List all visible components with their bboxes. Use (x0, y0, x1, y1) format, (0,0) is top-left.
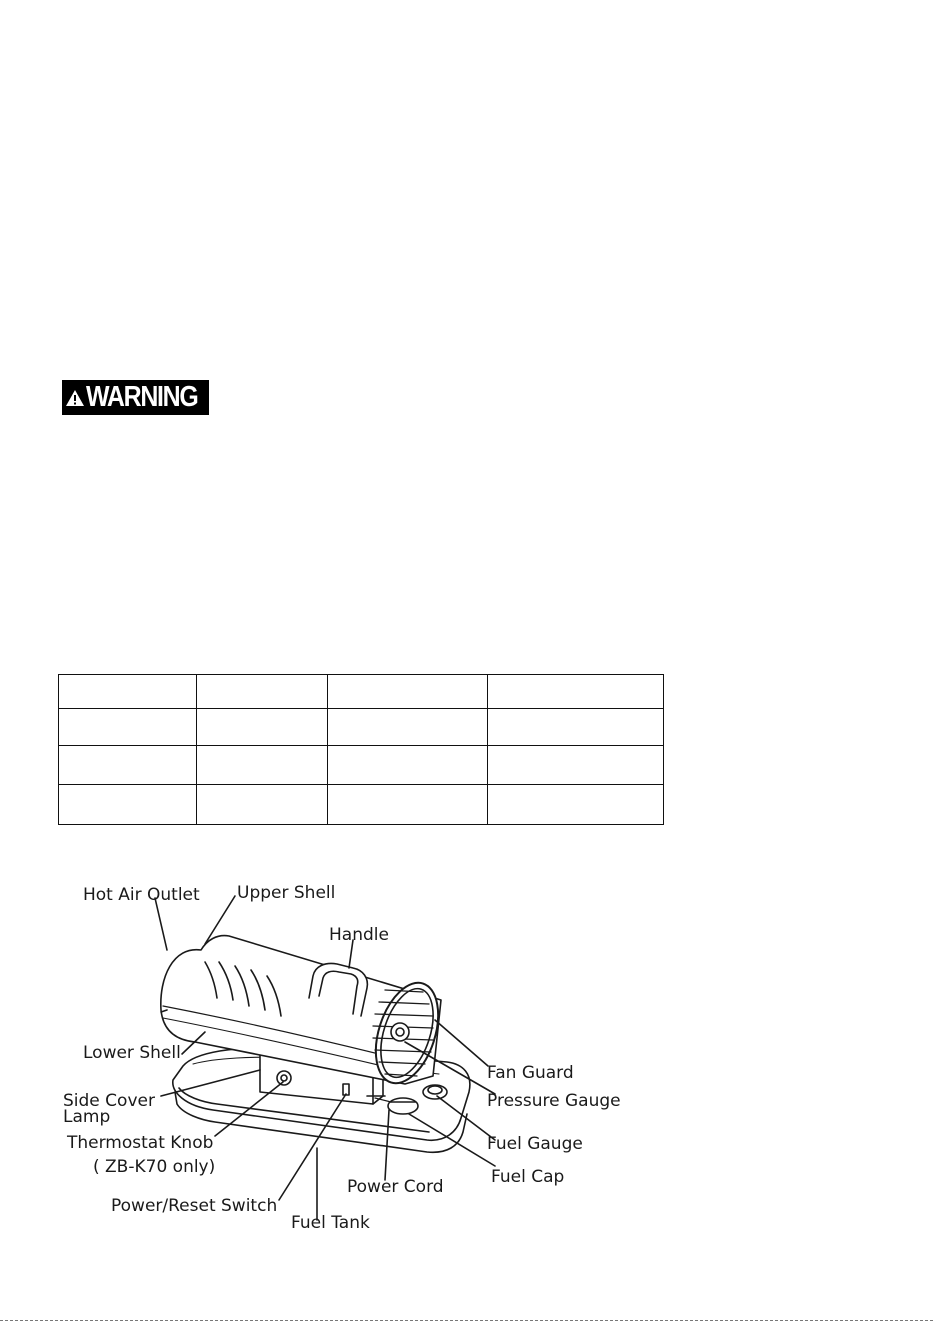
label-handle: Handle (329, 925, 389, 945)
spec-table (58, 674, 664, 825)
table-cell (59, 675, 197, 709)
label-fuel-cap: Fuel Cap (491, 1167, 565, 1187)
table-cell (488, 675, 664, 709)
table-cell (197, 785, 328, 825)
table-row (59, 709, 664, 746)
heater-illustration (55, 870, 655, 1240)
label-hot-air-outlet: Hot Air Outlet (83, 885, 200, 905)
table-cell (197, 709, 328, 746)
table-cell (488, 746, 664, 785)
table-cell (197, 675, 328, 709)
label-thermostat-knob: Thermostat Knob (67, 1133, 214, 1153)
label-fuel-tank: Fuel Tank (291, 1213, 370, 1233)
table-cell (328, 675, 488, 709)
warning-label: WARNING (86, 381, 198, 413)
label-fan-guard: Fan Guard (487, 1063, 574, 1083)
table-row (59, 785, 664, 825)
warning-badge (62, 380, 209, 415)
label-lower-shell: Lower Shell (83, 1043, 181, 1063)
table-cell (197, 746, 328, 785)
label-zb-k70-only: ( ZB-K70 only) (93, 1157, 216, 1177)
page-bottom-rule (0, 1320, 933, 1321)
label-lamp: Lamp (63, 1107, 111, 1127)
table-cell (59, 746, 197, 785)
label-power-cord: Power Cord (347, 1177, 444, 1197)
table-row (59, 746, 664, 785)
heater-diagram (55, 870, 655, 1240)
table-cell (59, 785, 197, 825)
table-row (59, 675, 664, 709)
table-cell (59, 709, 197, 746)
label-pressure-gauge: Pressure Gauge (487, 1091, 621, 1111)
label-power-reset-switch: Power/Reset Switch (111, 1196, 278, 1216)
label-fuel-gauge: Fuel Gauge (487, 1134, 583, 1154)
table-cell (328, 785, 488, 825)
table-cell (328, 746, 488, 785)
label-side-cover: Side Cover (63, 1091, 155, 1111)
table-cell (488, 785, 664, 825)
table-cell (328, 709, 488, 746)
label-upper-shell: Upper Shell (237, 883, 336, 903)
warning-triangle-icon (65, 388, 85, 408)
table-cell (488, 709, 664, 746)
